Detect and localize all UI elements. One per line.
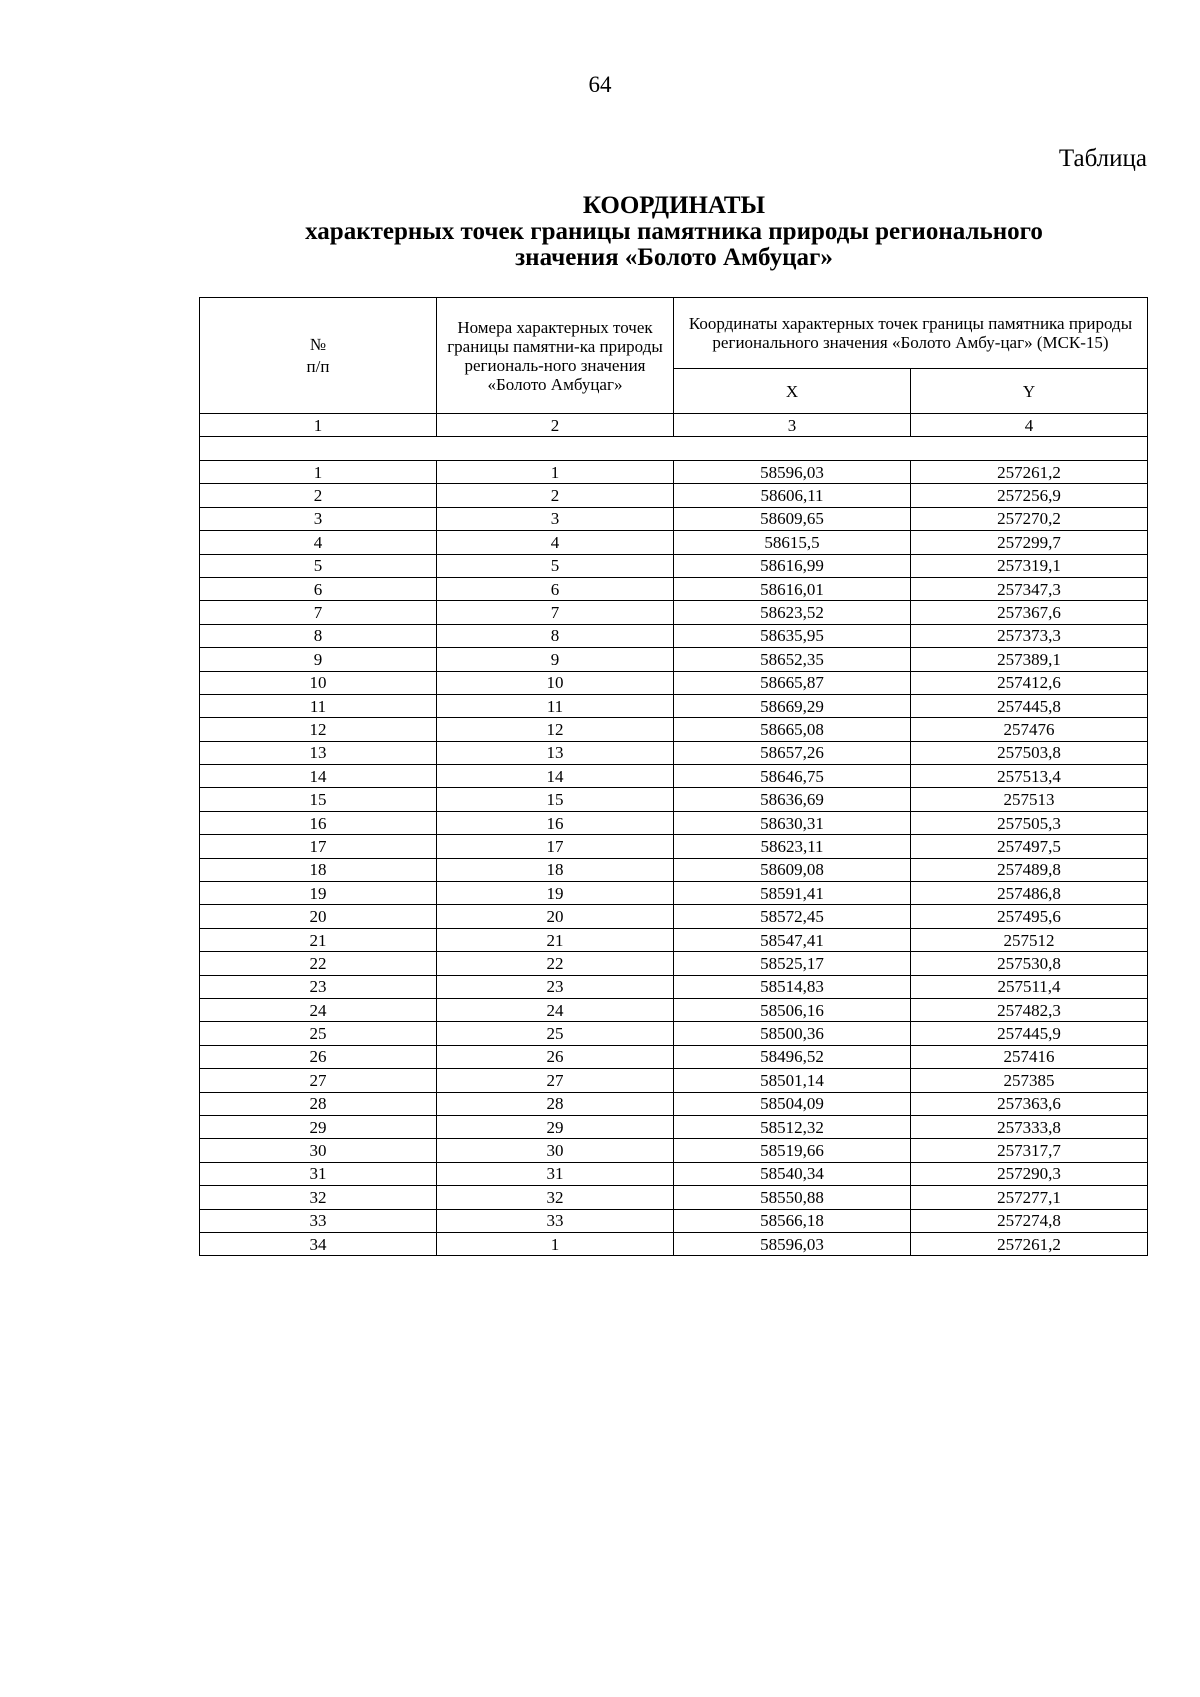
- column-number: 4: [911, 414, 1148, 437]
- cell-row-number: 16: [200, 811, 437, 834]
- cell-row-number: 23: [200, 975, 437, 998]
- cell-y: 257274,8: [911, 1209, 1148, 1232]
- coordinates-table: [199, 297, 1148, 1256]
- cell-row-number: 17: [200, 835, 437, 858]
- header-no-sub: п/п: [306, 356, 330, 376]
- cell-y: 257497,5: [911, 835, 1148, 858]
- cell-x: 58606,11: [674, 484, 911, 507]
- header-x: X: [674, 369, 911, 414]
- table-row: [200, 741, 1148, 764]
- cell-point-number: 9: [437, 648, 674, 671]
- cell-point-number: 1: [437, 1232, 674, 1255]
- cell-point-number: 4: [437, 531, 674, 554]
- cell-x: 58623,52: [674, 601, 911, 624]
- cell-x: 58540,34: [674, 1162, 911, 1185]
- cell-row-number: 22: [200, 952, 437, 975]
- title-line-1: КООРДИНАТЫ: [582, 192, 766, 219]
- cell-row-number: 32: [200, 1186, 437, 1209]
- cell-x: 58652,35: [674, 648, 911, 671]
- cell-point-number: 32: [437, 1186, 674, 1209]
- cell-row-number: 19: [200, 882, 437, 905]
- cell-row-number: 6: [200, 577, 437, 600]
- cell-y: 257416: [911, 1045, 1148, 1068]
- table-row: [200, 882, 1148, 905]
- cell-x: 58609,65: [674, 507, 911, 530]
- cell-point-number: 26: [437, 1045, 674, 1068]
- cell-point-number: 1: [437, 461, 674, 484]
- cell-x: 58596,03: [674, 1232, 911, 1255]
- cell-point-number: 25: [437, 1022, 674, 1045]
- cell-y: 257445,8: [911, 694, 1148, 717]
- table-row: [200, 461, 1148, 484]
- table-row: [200, 928, 1148, 951]
- cell-row-number: 4: [200, 531, 437, 554]
- cell-x: 58566,18: [674, 1209, 911, 1232]
- cell-y: 257270,2: [911, 507, 1148, 530]
- cell-y: 257389,1: [911, 648, 1148, 671]
- cell-x: 58665,08: [674, 718, 911, 741]
- cell-point-number: 22: [437, 952, 674, 975]
- cell-x: 58550,88: [674, 1186, 911, 1209]
- cell-y: 257530,8: [911, 952, 1148, 975]
- cell-y: 257482,3: [911, 998, 1148, 1021]
- cell-y: 257277,1: [911, 1186, 1148, 1209]
- cell-x: 58514,83: [674, 975, 911, 998]
- cell-y: 257347,3: [911, 577, 1148, 600]
- cell-point-number: 14: [437, 765, 674, 788]
- table-row: [200, 788, 1148, 811]
- cell-y: 257486,8: [911, 882, 1148, 905]
- cell-point-number: 33: [437, 1209, 674, 1232]
- table-row: [200, 1209, 1148, 1232]
- table-row: [200, 601, 1148, 624]
- cell-y: 257512: [911, 928, 1148, 951]
- table-row: [200, 1045, 1148, 1068]
- cell-y: 257495,6: [911, 905, 1148, 928]
- cell-row-number: 11: [200, 694, 437, 717]
- table-row: [200, 1232, 1148, 1255]
- cell-point-number: 29: [437, 1115, 674, 1138]
- cell-point-number: 23: [437, 975, 674, 998]
- cell-x: 58596,03: [674, 461, 911, 484]
- cell-y: 257385: [911, 1069, 1148, 1092]
- column-number: 1: [200, 414, 437, 437]
- table-row: [200, 648, 1148, 671]
- cell-y: 257367,6: [911, 601, 1148, 624]
- column-number: 2: [437, 414, 674, 437]
- table-row: [200, 507, 1148, 530]
- cell-y: 257317,7: [911, 1139, 1148, 1162]
- cell-row-number: 9: [200, 648, 437, 671]
- column-number: 3: [674, 414, 911, 437]
- cell-x: 58519,66: [674, 1139, 911, 1162]
- cell-row-number: 1: [200, 461, 437, 484]
- header-no: [200, 298, 437, 414]
- cell-x: 58636,69: [674, 788, 911, 811]
- cell-x: 58665,87: [674, 671, 911, 694]
- table-row: [200, 577, 1148, 600]
- cell-x: 58506,16: [674, 998, 911, 1021]
- table-row: [200, 1115, 1148, 1138]
- cell-point-number: 27: [437, 1069, 674, 1092]
- cell-x: 58646,75: [674, 765, 911, 788]
- cell-row-number: 5: [200, 554, 437, 577]
- cell-x: 58572,45: [674, 905, 911, 928]
- cell-row-number: 18: [200, 858, 437, 881]
- cell-point-number: 18: [437, 858, 674, 881]
- cell-row-number: 15: [200, 788, 437, 811]
- cell-point-number: 3: [437, 507, 674, 530]
- cell-point-number: 28: [437, 1092, 674, 1115]
- cell-row-number: 29: [200, 1115, 437, 1138]
- cell-point-number: 16: [437, 811, 674, 834]
- table-row: [200, 671, 1148, 694]
- table-row: [200, 718, 1148, 741]
- cell-point-number: 20: [437, 905, 674, 928]
- cell-point-number: 5: [437, 554, 674, 577]
- column-number-row: [200, 414, 1148, 437]
- table-row: [200, 835, 1148, 858]
- cell-point-number: 24: [437, 998, 674, 1021]
- cell-point-number: 11: [437, 694, 674, 717]
- table-row: [200, 858, 1148, 881]
- cell-point-number: 31: [437, 1162, 674, 1185]
- empty-separator-row: [200, 437, 1148, 461]
- cell-x: 58500,36: [674, 1022, 911, 1045]
- cell-row-number: 26: [200, 1045, 437, 1068]
- cell-y: 257333,8: [911, 1115, 1148, 1138]
- cell-y: 257261,2: [911, 461, 1148, 484]
- table-row: [200, 998, 1148, 1021]
- cell-y: 257513,4: [911, 765, 1148, 788]
- cell-x: 58501,14: [674, 1069, 911, 1092]
- table-row: [200, 1092, 1148, 1115]
- cell-x: 58512,32: [674, 1115, 911, 1138]
- title-line-2: характерных точек границы памятника природы регионального: [305, 218, 1043, 245]
- cell-point-number: 30: [437, 1139, 674, 1162]
- cell-row-number: 7: [200, 601, 437, 624]
- cell-row-number: 20: [200, 905, 437, 928]
- table-row: [200, 905, 1148, 928]
- table-row: [200, 484, 1148, 507]
- cell-x: 58630,31: [674, 811, 911, 834]
- table-row: [200, 811, 1148, 834]
- cell-point-number: 8: [437, 624, 674, 647]
- table-row: [200, 694, 1148, 717]
- cell-point-number: 19: [437, 882, 674, 905]
- cell-row-number: 30: [200, 1139, 437, 1162]
- cell-row-number: 8: [200, 624, 437, 647]
- cell-y: 257489,8: [911, 858, 1148, 881]
- cell-row-number: 25: [200, 1022, 437, 1045]
- cell-y: 257363,6: [911, 1092, 1148, 1115]
- cell-x: 58657,26: [674, 741, 911, 764]
- cell-y: 257319,1: [911, 554, 1148, 577]
- cell-y: 257412,6: [911, 671, 1148, 694]
- cell-y: 257290,3: [911, 1162, 1148, 1185]
- cell-x: 58504,09: [674, 1092, 911, 1115]
- cell-row-number: 13: [200, 741, 437, 764]
- cell-x: 58616,01: [674, 577, 911, 600]
- table-row: [200, 1069, 1148, 1092]
- cell-point-number: 12: [437, 718, 674, 741]
- cell-x: 58669,29: [674, 694, 911, 717]
- header-coords-group: Координаты характерных точек границы памятника природы регионального значения «Болото Амбу-цаг» (МСК-15): [674, 298, 1148, 369]
- table-row: [200, 952, 1148, 975]
- header-no-symbol: №: [309, 334, 327, 354]
- table-row: [200, 1139, 1148, 1162]
- cell-x: 58623,11: [674, 835, 911, 858]
- table-row: [200, 1162, 1148, 1185]
- cell-x: 58616,99: [674, 554, 911, 577]
- cell-y: 257445,9: [911, 1022, 1148, 1045]
- cell-x: 58615,5: [674, 531, 911, 554]
- empty-cell: [200, 437, 1148, 461]
- cell-x: 58496,52: [674, 1045, 911, 1068]
- table-body: [200, 461, 1148, 1256]
- cell-row-number: 33: [200, 1209, 437, 1232]
- cell-y: 257299,7: [911, 531, 1148, 554]
- cell-row-number: 10: [200, 671, 437, 694]
- table-row: [200, 1022, 1148, 1045]
- cell-row-number: 3: [200, 507, 437, 530]
- cell-y: 257503,8: [911, 741, 1148, 764]
- table-row: [200, 554, 1148, 577]
- cell-y: 257511,4: [911, 975, 1148, 998]
- cell-row-number: 12: [200, 718, 437, 741]
- table-row: [200, 531, 1148, 554]
- cell-x: 58635,95: [674, 624, 911, 647]
- document-title: [200, 193, 1148, 271]
- cell-y: 257505,3: [911, 811, 1148, 834]
- cell-point-number: 10: [437, 671, 674, 694]
- cell-x: 58591,41: [674, 882, 911, 905]
- table-row: [200, 624, 1148, 647]
- cell-x: 58547,41: [674, 928, 911, 951]
- header-point-numbers: Номера характерных точек границы памятни-ка природы региональ-ного значения «Болото Амбуцаг»: [437, 298, 674, 414]
- cell-point-number: 13: [437, 741, 674, 764]
- cell-y: 257256,9: [911, 484, 1148, 507]
- cell-y: 257373,3: [911, 624, 1148, 647]
- cell-row-number: 24: [200, 998, 437, 1021]
- table-row: [200, 1186, 1148, 1209]
- cell-point-number: 2: [437, 484, 674, 507]
- table-label: Таблица: [1058, 145, 1147, 172]
- table-row: [200, 975, 1148, 998]
- cell-row-number: 34: [200, 1232, 437, 1255]
- header-y: Y: [911, 369, 1148, 414]
- cell-row-number: 27: [200, 1069, 437, 1092]
- cell-row-number: 21: [200, 928, 437, 951]
- table-row: [200, 765, 1148, 788]
- cell-point-number: 15: [437, 788, 674, 811]
- cell-x: 58609,08: [674, 858, 911, 881]
- cell-y: 257476: [911, 718, 1148, 741]
- page-number: 64: [588, 72, 612, 97]
- cell-y: 257513: [911, 788, 1148, 811]
- title-line-3: значения «Болото Амбуцаг»: [515, 244, 833, 271]
- cell-point-number: 21: [437, 928, 674, 951]
- cell-x: 58525,17: [674, 952, 911, 975]
- cell-row-number: 28: [200, 1092, 437, 1115]
- cell-row-number: 2: [200, 484, 437, 507]
- cell-point-number: 17: [437, 835, 674, 858]
- cell-row-number: 31: [200, 1162, 437, 1185]
- cell-y: 257261,2: [911, 1232, 1148, 1255]
- cell-point-number: 6: [437, 577, 674, 600]
- cell-row-number: 14: [200, 765, 437, 788]
- cell-point-number: 7: [437, 601, 674, 624]
